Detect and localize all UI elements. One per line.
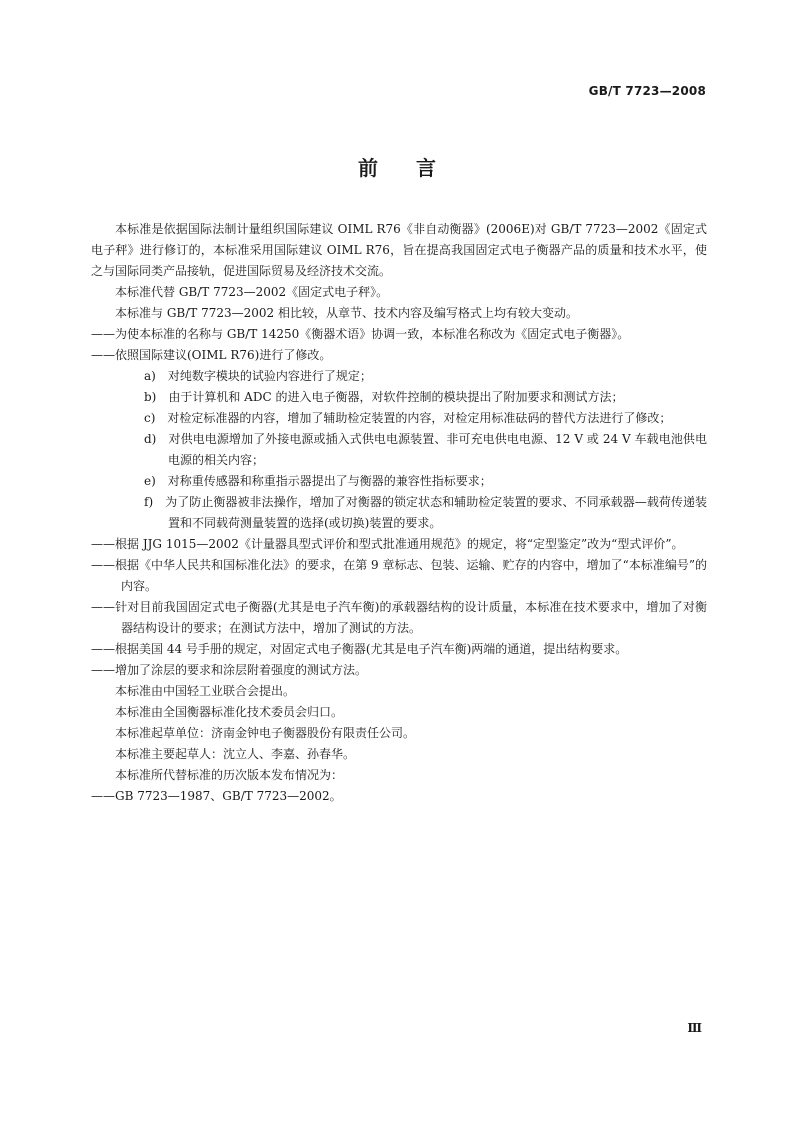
sub-item-a: a) 对纯数字模块的试验内容进行了规定；	[144, 369, 372, 383]
page-number: Ⅲ	[687, 1021, 702, 1035]
closing-paragraph-history: 本标准所代替标准的历次版本发布情况为：	[115, 768, 344, 782]
change-item-jjg: ——根据 JJG 1015—2002《计量器具型式评价和型式批准通用规范》的规定，将“定型鉴定”改为“型式评价”。	[91, 537, 684, 551]
change-item-standardization-law: ——根据《中华人民共和国标准化法》的要求，在第 9 章标志、包装、运输、贮存的内容中，增加了“本标准编号”的内容。	[91, 558, 707, 593]
history-line: ——GB 7723—1987、GB/T 7723—2002。	[91, 789, 342, 803]
standard-code: GB/T 7723—2008	[588, 84, 706, 98]
change-item-structure-design: ——针对目前我国固定式电子衡器(尤其是电子汽车衡)的承载器结构的设计质量，本标准在技术要求中，增加了对衡器结构设计的要求；在测试方法中，增加了测试的方法。	[91, 600, 707, 635]
intro-paragraph-3: 本标准与 GB/T 7723—2002 相比较，从章节、技术内容及编写格式上均有较大变动。	[115, 306, 578, 320]
sub-item-e: e) 对称重传感器和称重指示器提出了与衡器的兼容性指标要求；	[144, 474, 492, 488]
closing-paragraph-proposed: 本标准由中国轻工业联合会提出。	[115, 684, 296, 698]
closing-paragraph-drafting-unit: 本标准起草单位：济南金钟电子衡器股份有限责任公司。	[115, 726, 416, 740]
change-item-coating: ——增加了涂层的要求和涂层附着强度的测试方法。	[91, 663, 368, 677]
sub-item-b: b) 由于计算机和 ADC 的进入电子衡器，对软件控制的模块提出了附加要求和测试方法；	[144, 390, 624, 404]
change-item-handbook-44: ——根据美国 44 号手册的规定，对固定式电子衡器(尤其是电子汽车衡)两端的通道，提出结构要求。	[91, 642, 628, 656]
sub-item-d: d) 对供电电源增加了外接电源或插入式供电电源装置、非可充电供电电源、12 V 或 24 V 车载电池供电电源的相关内容；	[144, 432, 707, 467]
closing-paragraph-drafters: 本标准主要起草人：沈立人、李嘉、孙春华。	[115, 747, 356, 761]
foreword-body	[91, 219, 707, 807]
intro-paragraph-2: 本标准代替 GB/T 7723—2002《固定式电子秤》。	[115, 285, 389, 299]
change-item-name: ——为使本标准的名称与 GB/T 14250《衡器术语》协调一致，本标准名称改为《固定式电子衡器》。	[91, 327, 630, 341]
change-item-oiml: ——依照国际建议(OIML R76)进行了修改。	[91, 348, 332, 362]
closing-paragraph-committee: 本标准由全国衡器标准化技术委员会归口。	[115, 705, 344, 719]
page-title: 前言	[358, 156, 474, 180]
sub-item-c: c) 对检定标准器的内容，增加了辅助检定装置的内容，对检定用标准砝码的替代方法进行了修改；	[144, 411, 672, 425]
sub-item-f: f) 为了防止衡器被非法操作，增加了对衡器的锁定状态和辅助检定装置的要求、不同承载器—载荷传递装置和不同载荷测量装置的选择(或切换)装置的要求。	[144, 495, 707, 530]
intro-paragraph-1: 本标准是依据国际法制计量组织国际建议 OIML R76《非自动衡器》(2006E)对 GB/T 7723—2002《固定式电子秤》进行修订的，本标准采用国际建议 OIML R76，旨在提高我国固定式电子衡器产品的质量和技术水平，使之与国际同类产品接轨，促进国际贸易及经济技术交流。	[91, 222, 707, 278]
